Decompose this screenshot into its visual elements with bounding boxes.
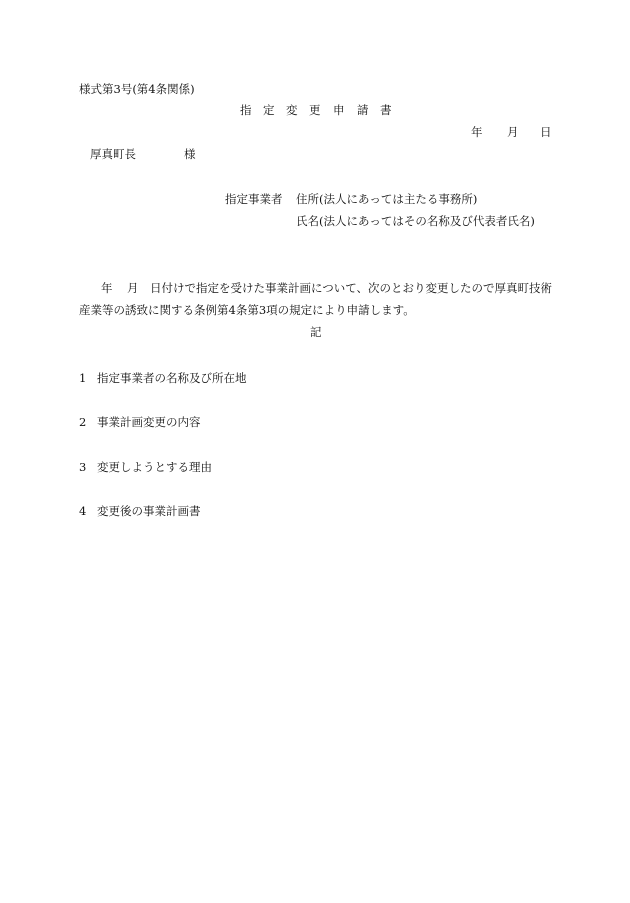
title-char: 変 — [286, 103, 298, 117]
date-month: 月 — [507, 125, 519, 139]
item-text: 指定事業者の名称及び所在地 — [97, 371, 247, 385]
item-number: 2 — [79, 415, 87, 429]
applicant-name-label: 氏名(法人にあってはその名称及び代表者氏名) — [296, 214, 535, 228]
body-line-2: 産業等の誘致に関する条例第4条第3項の規定により申請します。 — [79, 303, 415, 317]
ki-heading: 記 — [310, 325, 322, 339]
applicant-role: 指定事業者 — [225, 192, 283, 206]
title-char: 指 — [240, 103, 252, 117]
form-number: 様式第3号(第4条関係) — [79, 82, 195, 96]
title-char: 請 — [357, 103, 369, 117]
body-month: 月 — [127, 281, 139, 295]
addressee-honorific: 様 — [184, 147, 196, 161]
body-line-1: 日付けで指定を受けた事業計画について、次のとおり変更したので厚真町技術 — [150, 281, 553, 295]
body-year: 年 — [101, 281, 113, 295]
applicant-address-label: 住所(法人にあっては主たる事務所) — [296, 192, 478, 206]
item-text: 変更後の事業計画書 — [97, 504, 201, 518]
item-text: 事業計画変更の内容 — [97, 415, 201, 429]
title-char: 定 — [263, 103, 275, 117]
date-day: 日 — [540, 125, 552, 139]
date-year: 年 — [471, 125, 483, 139]
addressee-name: 厚真町長 — [90, 147, 136, 161]
item-number: 3 — [79, 460, 87, 474]
title-char: 書 — [380, 103, 392, 117]
title-char: 申 — [333, 103, 345, 117]
item-text: 変更しようとする理由 — [97, 460, 212, 474]
title-char: 更 — [309, 103, 321, 117]
item-number: 4 — [79, 504, 87, 518]
item-number: 1 — [79, 371, 87, 385]
